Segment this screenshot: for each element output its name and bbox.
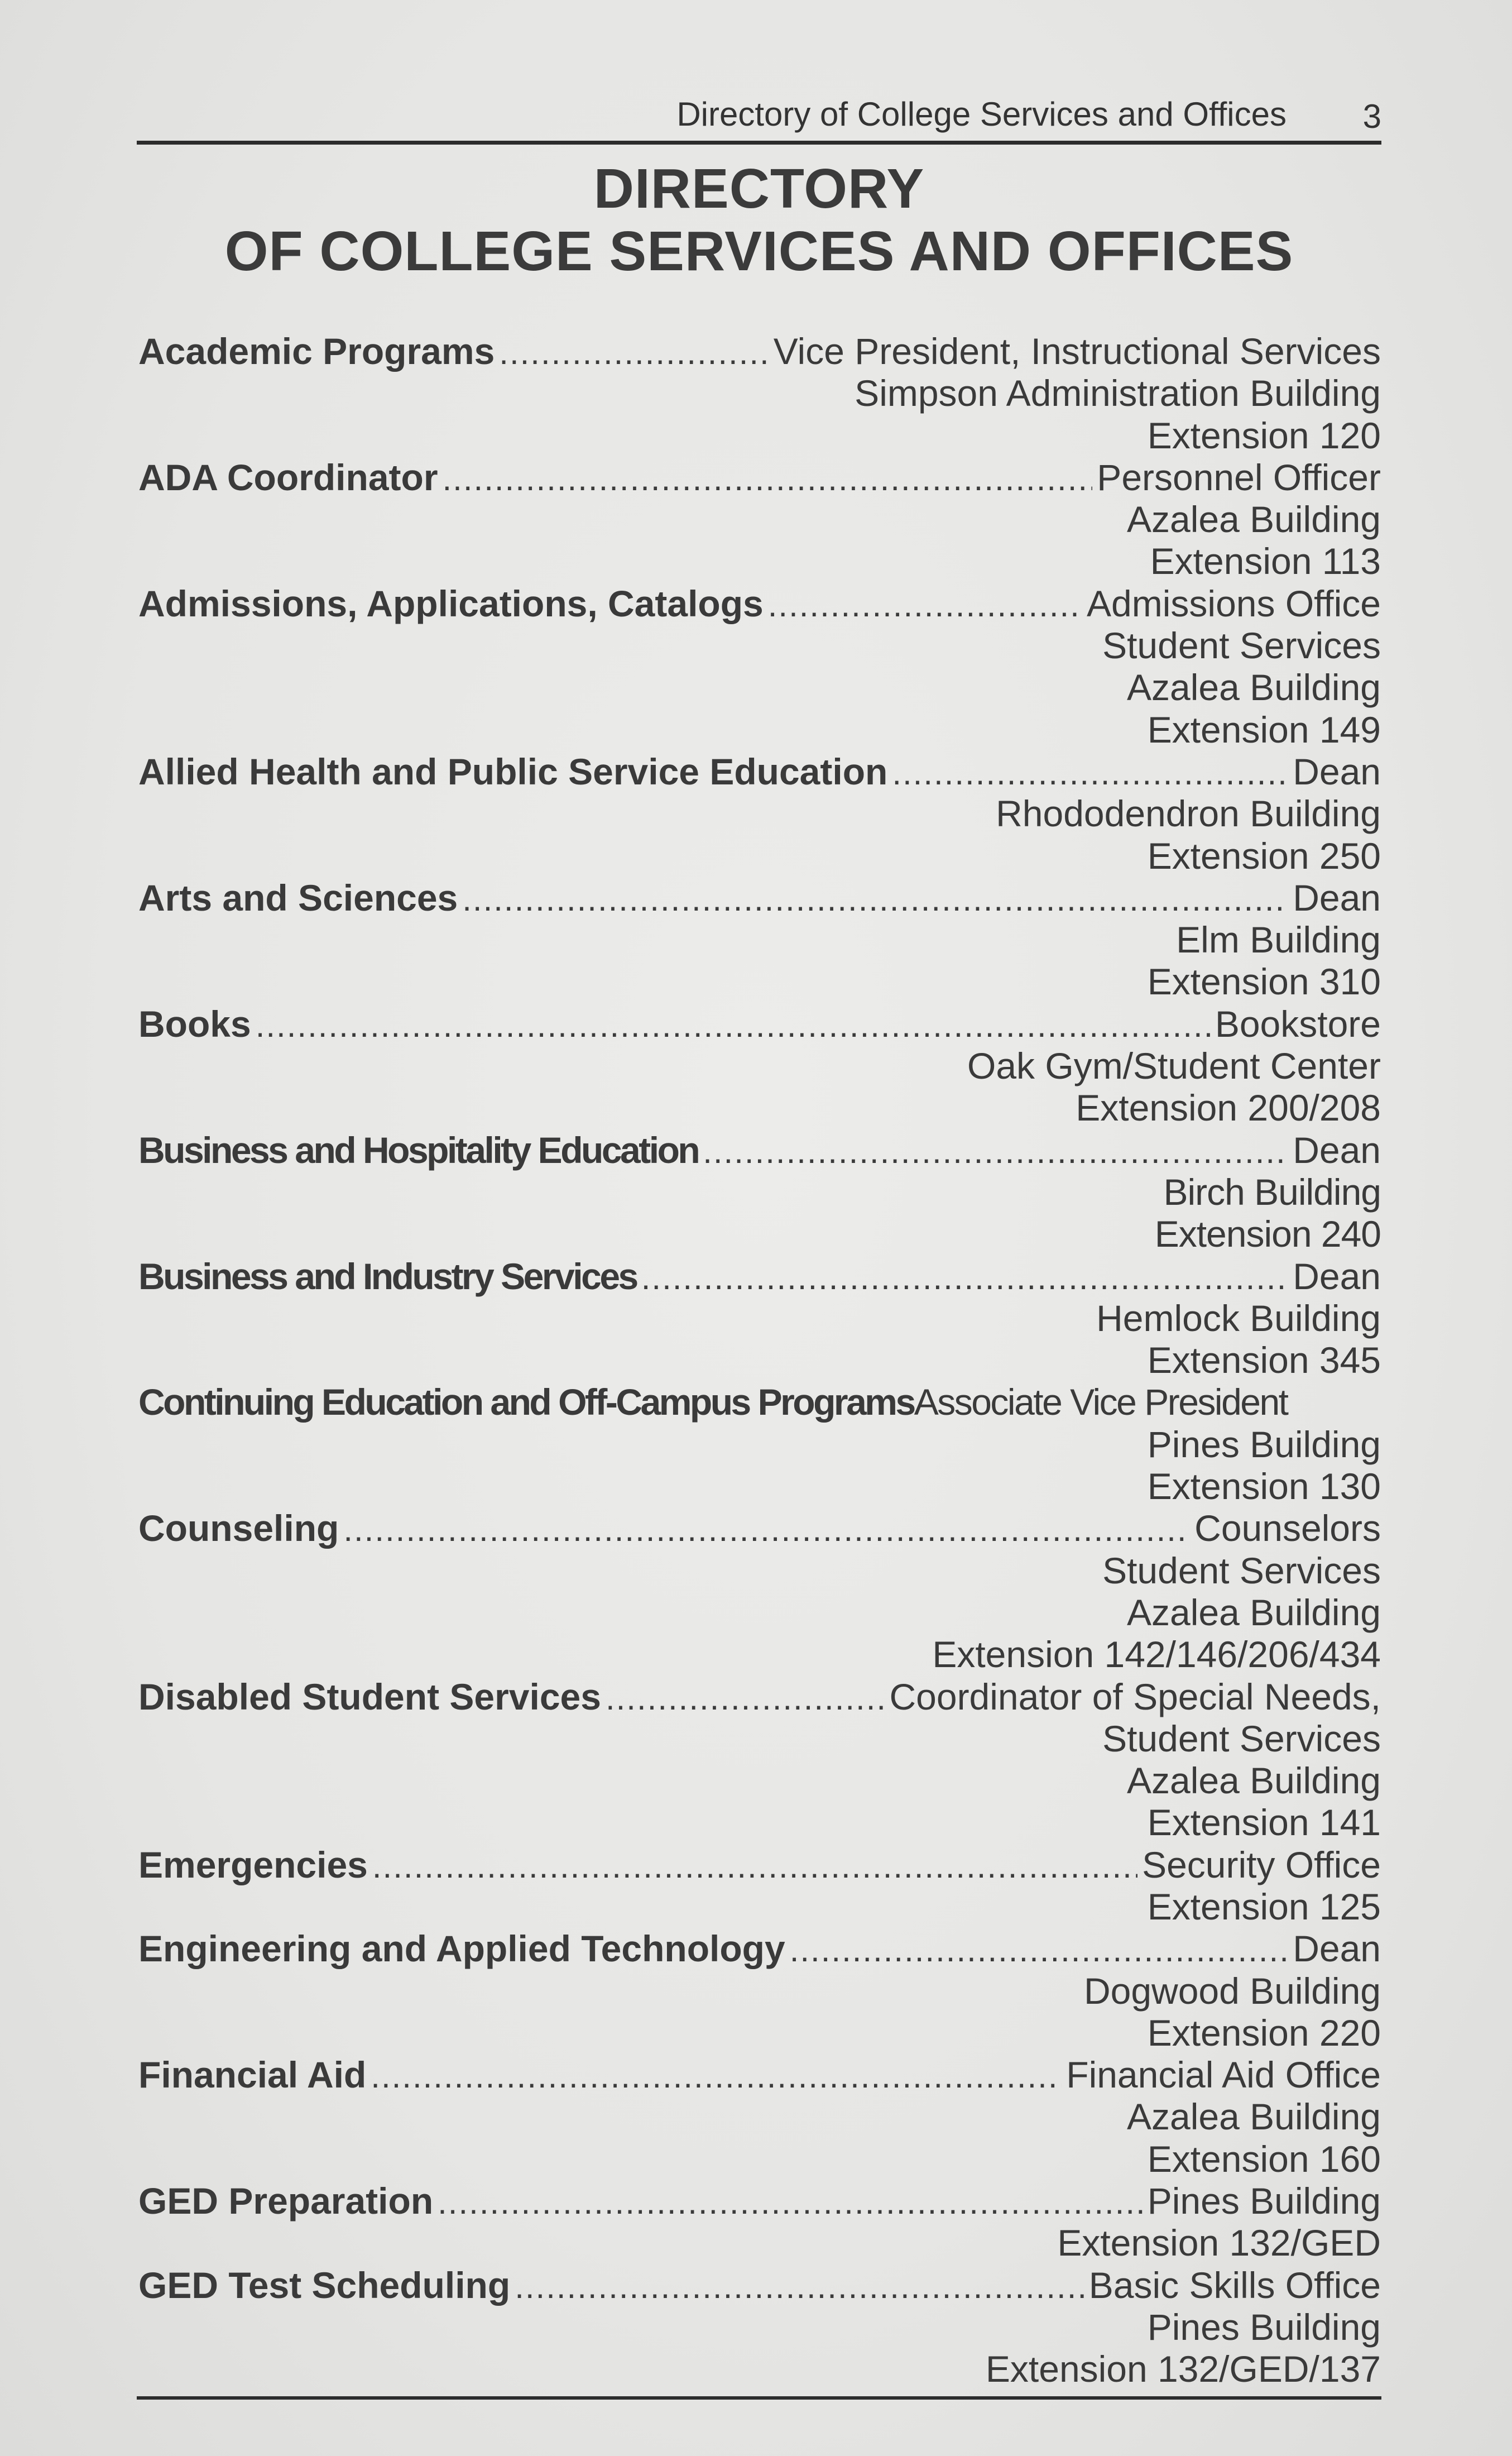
running-header	[137, 92, 1381, 137]
entry-detail: Oak Gym/Student Center	[967, 1045, 1381, 1087]
entry-detail: Extension 160	[1147, 2138, 1381, 2180]
entry-subject: Books	[138, 1003, 251, 1045]
entry-subject: GED Preparation	[138, 2180, 434, 2222]
entry-office: Dean	[1293, 750, 1381, 792]
entry-detail: Extension 132/GED	[1057, 2222, 1381, 2264]
directory-entry-financial-aid	[138, 2054, 1381, 2180]
dot-leader	[443, 458, 1093, 500]
entry-detail: Hemlock Building	[1096, 1297, 1381, 1339]
entry-office: Admissions Office	[1087, 582, 1381, 624]
entry-subject: Financial Aid	[138, 2054, 367, 2096]
dot-leader	[499, 332, 769, 374]
entry-office: Vice President, Instructional Services	[773, 331, 1381, 372]
dot-leader	[256, 1004, 1211, 1046]
entry-office: Coordinator of Special Needs,	[889, 1675, 1381, 1717]
entry-detail: Extension 125	[1147, 1885, 1381, 1927]
entry-detail: Extension 142/146/206/434	[932, 1634, 1381, 1675]
dot-leader	[462, 878, 1288, 920]
entry-detail: Extension 240	[1154, 1213, 1381, 1255]
entry-detail: Extension 220	[1147, 2012, 1381, 2053]
directory-entry-business-industry	[138, 1256, 1381, 1382]
entry-subject: Continuing Education and Off-Campus Programs	[138, 1381, 914, 1423]
dot-leader	[343, 1509, 1190, 1550]
entry-detail: Extension 345	[1147, 1339, 1381, 1381]
entry-subject: Disabled Student Services	[138, 1675, 601, 1717]
entry-detail: Azalea Building	[1127, 1591, 1381, 1633]
dot-leader	[641, 1257, 1288, 1299]
entry-subject: ADA Coordinator	[138, 456, 438, 498]
directory-entry-emergencies	[138, 1844, 1381, 1928]
entry-detail: Azalea Building	[1127, 2096, 1381, 2138]
entry-office: Personnel Officer	[1097, 456, 1381, 498]
dot-leader	[768, 584, 1082, 626]
footer-rule	[137, 2396, 1381, 2400]
directory-entry-arts-and-sciences	[138, 877, 1381, 1003]
entry-detail: Elm Building	[1176, 919, 1381, 961]
entry-detail: Extension 149	[1147, 708, 1381, 750]
running-header-title: Directory of College Services and Offices	[676, 95, 1287, 133]
dot-leader	[438, 2181, 1143, 2223]
directory-entry-business-hospitality	[138, 1129, 1381, 1256]
entry-office: Bookstore	[1215, 1003, 1381, 1045]
entry-office: Financial Aid Office	[1066, 2054, 1381, 2096]
directory-entry-admissions	[138, 583, 1381, 751]
entry-detail: Extension 130	[1147, 1466, 1381, 1507]
dot-leader	[515, 2266, 1084, 2307]
entry-office: Pines Building	[1147, 2180, 1381, 2222]
entry-office: Dean	[1293, 1928, 1381, 1970]
dot-leader	[703, 1131, 1288, 1172]
dot-leader	[606, 1677, 885, 1719]
directory-entry-counseling	[138, 1507, 1381, 1675]
entry-detail: Extension 141	[1147, 1802, 1381, 1844]
entry-subject: Admissions, Applications, Catalogs	[138, 582, 764, 624]
directory-entry-ada-coordinator	[138, 457, 1381, 583]
entry-subject: Allied Health and Public Service Education	[138, 750, 888, 792]
entry-detail: Extension 310	[1147, 961, 1381, 1003]
entry-detail: Student Services	[1102, 625, 1381, 667]
directory-entry-allied-health	[138, 751, 1381, 877]
header-rule	[137, 141, 1381, 145]
entry-detail: Extension 200/208	[1076, 1087, 1381, 1129]
entry-detail: Student Services	[1102, 1717, 1381, 1759]
dot-leader	[790, 1929, 1289, 1971]
entry-office: Counselors	[1194, 1507, 1381, 1549]
page-number: 3	[1362, 98, 1381, 135]
page-title	[137, 157, 1381, 283]
entry-detail: Dogwood Building	[1083, 1970, 1381, 2012]
dot-leader	[372, 1845, 1137, 1887]
entry-detail: Extension 132/GED/137	[985, 2348, 1381, 2390]
dot-leader	[892, 752, 1288, 794]
dot-leader	[371, 2055, 1062, 2097]
entry-detail: Student Services	[1102, 1549, 1381, 1591]
directory-list	[138, 331, 1381, 2391]
entry-detail: Azalea Building	[1127, 499, 1381, 540]
entry-office: Security Office	[1142, 1844, 1381, 1885]
entry-detail: Pines Building	[1147, 2306, 1381, 2348]
entry-subject: Counseling	[138, 1507, 339, 1549]
directory-entry-disabled-student-services	[138, 1676, 1381, 1844]
directory-entry-ged-preparation	[138, 2180, 1381, 2265]
entry-detail: Pines Building	[1147, 1423, 1381, 1465]
page-title-line-2: OF COLLEGE SERVICES AND OFFICES	[224, 220, 1294, 283]
entry-detail: Extension 250	[1147, 835, 1381, 877]
directory-entry-ged-test-scheduling	[138, 2265, 1381, 2391]
entry-subject: Arts and Sciences	[138, 877, 458, 918]
entry-detail: Extension 113	[1150, 540, 1381, 582]
directory-entry-engineering	[138, 1928, 1381, 2054]
entry-subject: Academic Programs	[138, 331, 495, 372]
entry-subject: Engineering and Applied Technology	[138, 1928, 785, 1970]
entry-detail: Extension 120	[1147, 414, 1381, 456]
entry-office: Dean	[1293, 1255, 1381, 1297]
entry-detail: Azalea Building	[1127, 667, 1381, 708]
directory-entry-books	[138, 1003, 1381, 1129]
entry-subject: GED Test Scheduling	[138, 2264, 511, 2306]
entry-office: Basic Skills Office	[1088, 2264, 1381, 2306]
entry-office: Dean	[1293, 1129, 1381, 1171]
entry-office: Associate Vice President	[914, 1381, 1288, 1423]
entry-subject: Emergencies	[138, 1844, 368, 1885]
page-title-line-1: DIRECTORY	[593, 157, 925, 220]
directory-entry-continuing-education	[138, 1381, 1381, 1507]
entry-detail: Azalea Building	[1127, 1760, 1381, 1802]
entry-subject: Business and Industry Services	[138, 1255, 637, 1297]
entry-subject: Business and Hospitality Education	[138, 1129, 699, 1171]
entry-detail: Simpson Administration Building	[855, 372, 1381, 414]
entry-office: Dean	[1293, 877, 1381, 918]
entry-detail: Rhododendron Building	[996, 793, 1381, 835]
directory-entry-academic-programs	[138, 331, 1381, 457]
entry-detail: Birch Building	[1163, 1171, 1381, 1213]
